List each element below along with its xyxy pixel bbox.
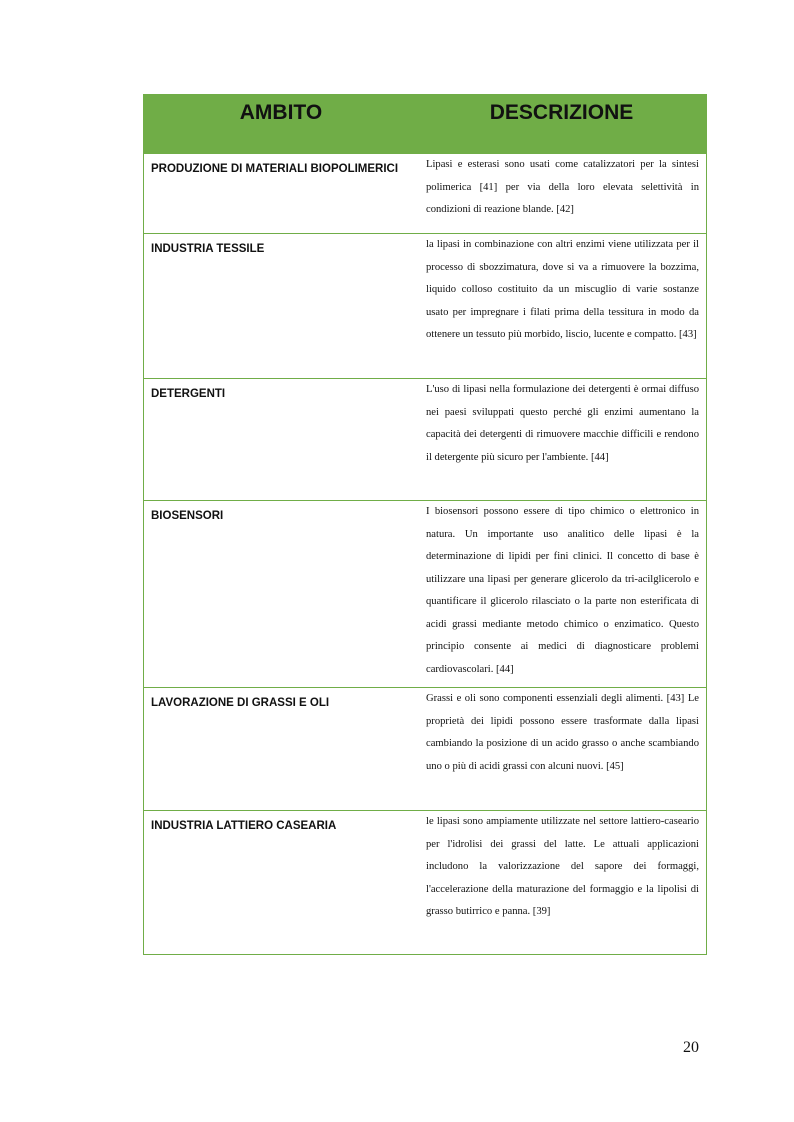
table-row [144, 810, 706, 954]
header-descrizione: DESCRIZIONE [489, 101, 634, 124]
table-row [144, 153, 706, 233]
ambito-cell: INDUSTRIA TESSILE [151, 243, 265, 255]
ambito-cell: DETERGENTI [151, 388, 226, 400]
page-number: 20 [683, 1039, 699, 1056]
ambito-cell: LAVORAZIONE DI GRASSI E OLI [151, 697, 330, 709]
table-row [144, 378, 706, 500]
table-header [144, 95, 706, 153]
descrizione-cell: Lipasi e esterasi sono usati come catalizzatori per la sintesi polimerica [41] per via della loro elevata selettività in condizioni di reazione blande. [42] [426, 159, 699, 215]
lipase-applications-table [143, 94, 707, 955]
descrizione-cell: la lipasi in combinazione con altri enzimi viene utilizzata per il processo di sbozzimatura, dove si va a rimuovere la bozzima, liquido colloso costituito da un miscuglio di varie sostanze usato per impregnare i filati prima della tessitura in modo da ottenere un tessuto più morbido, liscio, lucente e compatto. [43] [426, 239, 699, 340]
ambito-cell: INDUSTRIA LATTIERO CASEARIA [151, 820, 337, 832]
table-row [144, 233, 706, 378]
descrizione-cell: I biosensori possono essere di tipo chimico o elettronico in natura. Un importante uso analitico delle lipasi è la determinazione di lipidi per fini clinici. Il concetto di base è utilizzare una lipasi per generare glicerolo da tri-acilglicerolo e quantificare il glicerolo rilasciato o la parte non esterificata di acidi grassi mediante metodo chimico o enzimatico. Questo principio consente ai medici di diagnosticare problemi cardiovascolari. [44] [426, 506, 699, 675]
table-row [144, 500, 706, 687]
ambito-cell: PRODUZIONE DI MATERIALI BIOPOLIMERICI [151, 163, 399, 175]
descrizione-cell: le lipasi sono ampiamente utilizzate nel settore lattiero-caseario per l'idrolisi dei grassi del latte. Le attuali applicazioni includono la valorizzazione del sapore dei formaggi, l'accelerazione della maturazione del formaggio e la lipolisi di grasso butirrico e panna. [39] [426, 816, 699, 917]
descrizione-cell: L'uso di lipasi nella formulazione dei detergenti è ormai diffuso nei paesi sviluppati questo perché gli enzimi aumentano la capacità dei detergenti di rimuovere macchie difficili e rendono il detergente più sicuro per l'ambiente. [44] [426, 384, 699, 463]
header-ambito: AMBITO [239, 101, 323, 124]
descrizione-cell: Grassi e oli sono componenti essenziali degli alimenti. [43] Le proprietà dei lipidi possono essere trasformate dalla lipasi cambiando la posizione di un acido grasso o anche scambiando uno o più di acidi grassi con alcuni nuovi. [45] [426, 693, 699, 772]
ambito-cell: BIOSENSORI [151, 510, 224, 522]
table-row [144, 687, 706, 810]
